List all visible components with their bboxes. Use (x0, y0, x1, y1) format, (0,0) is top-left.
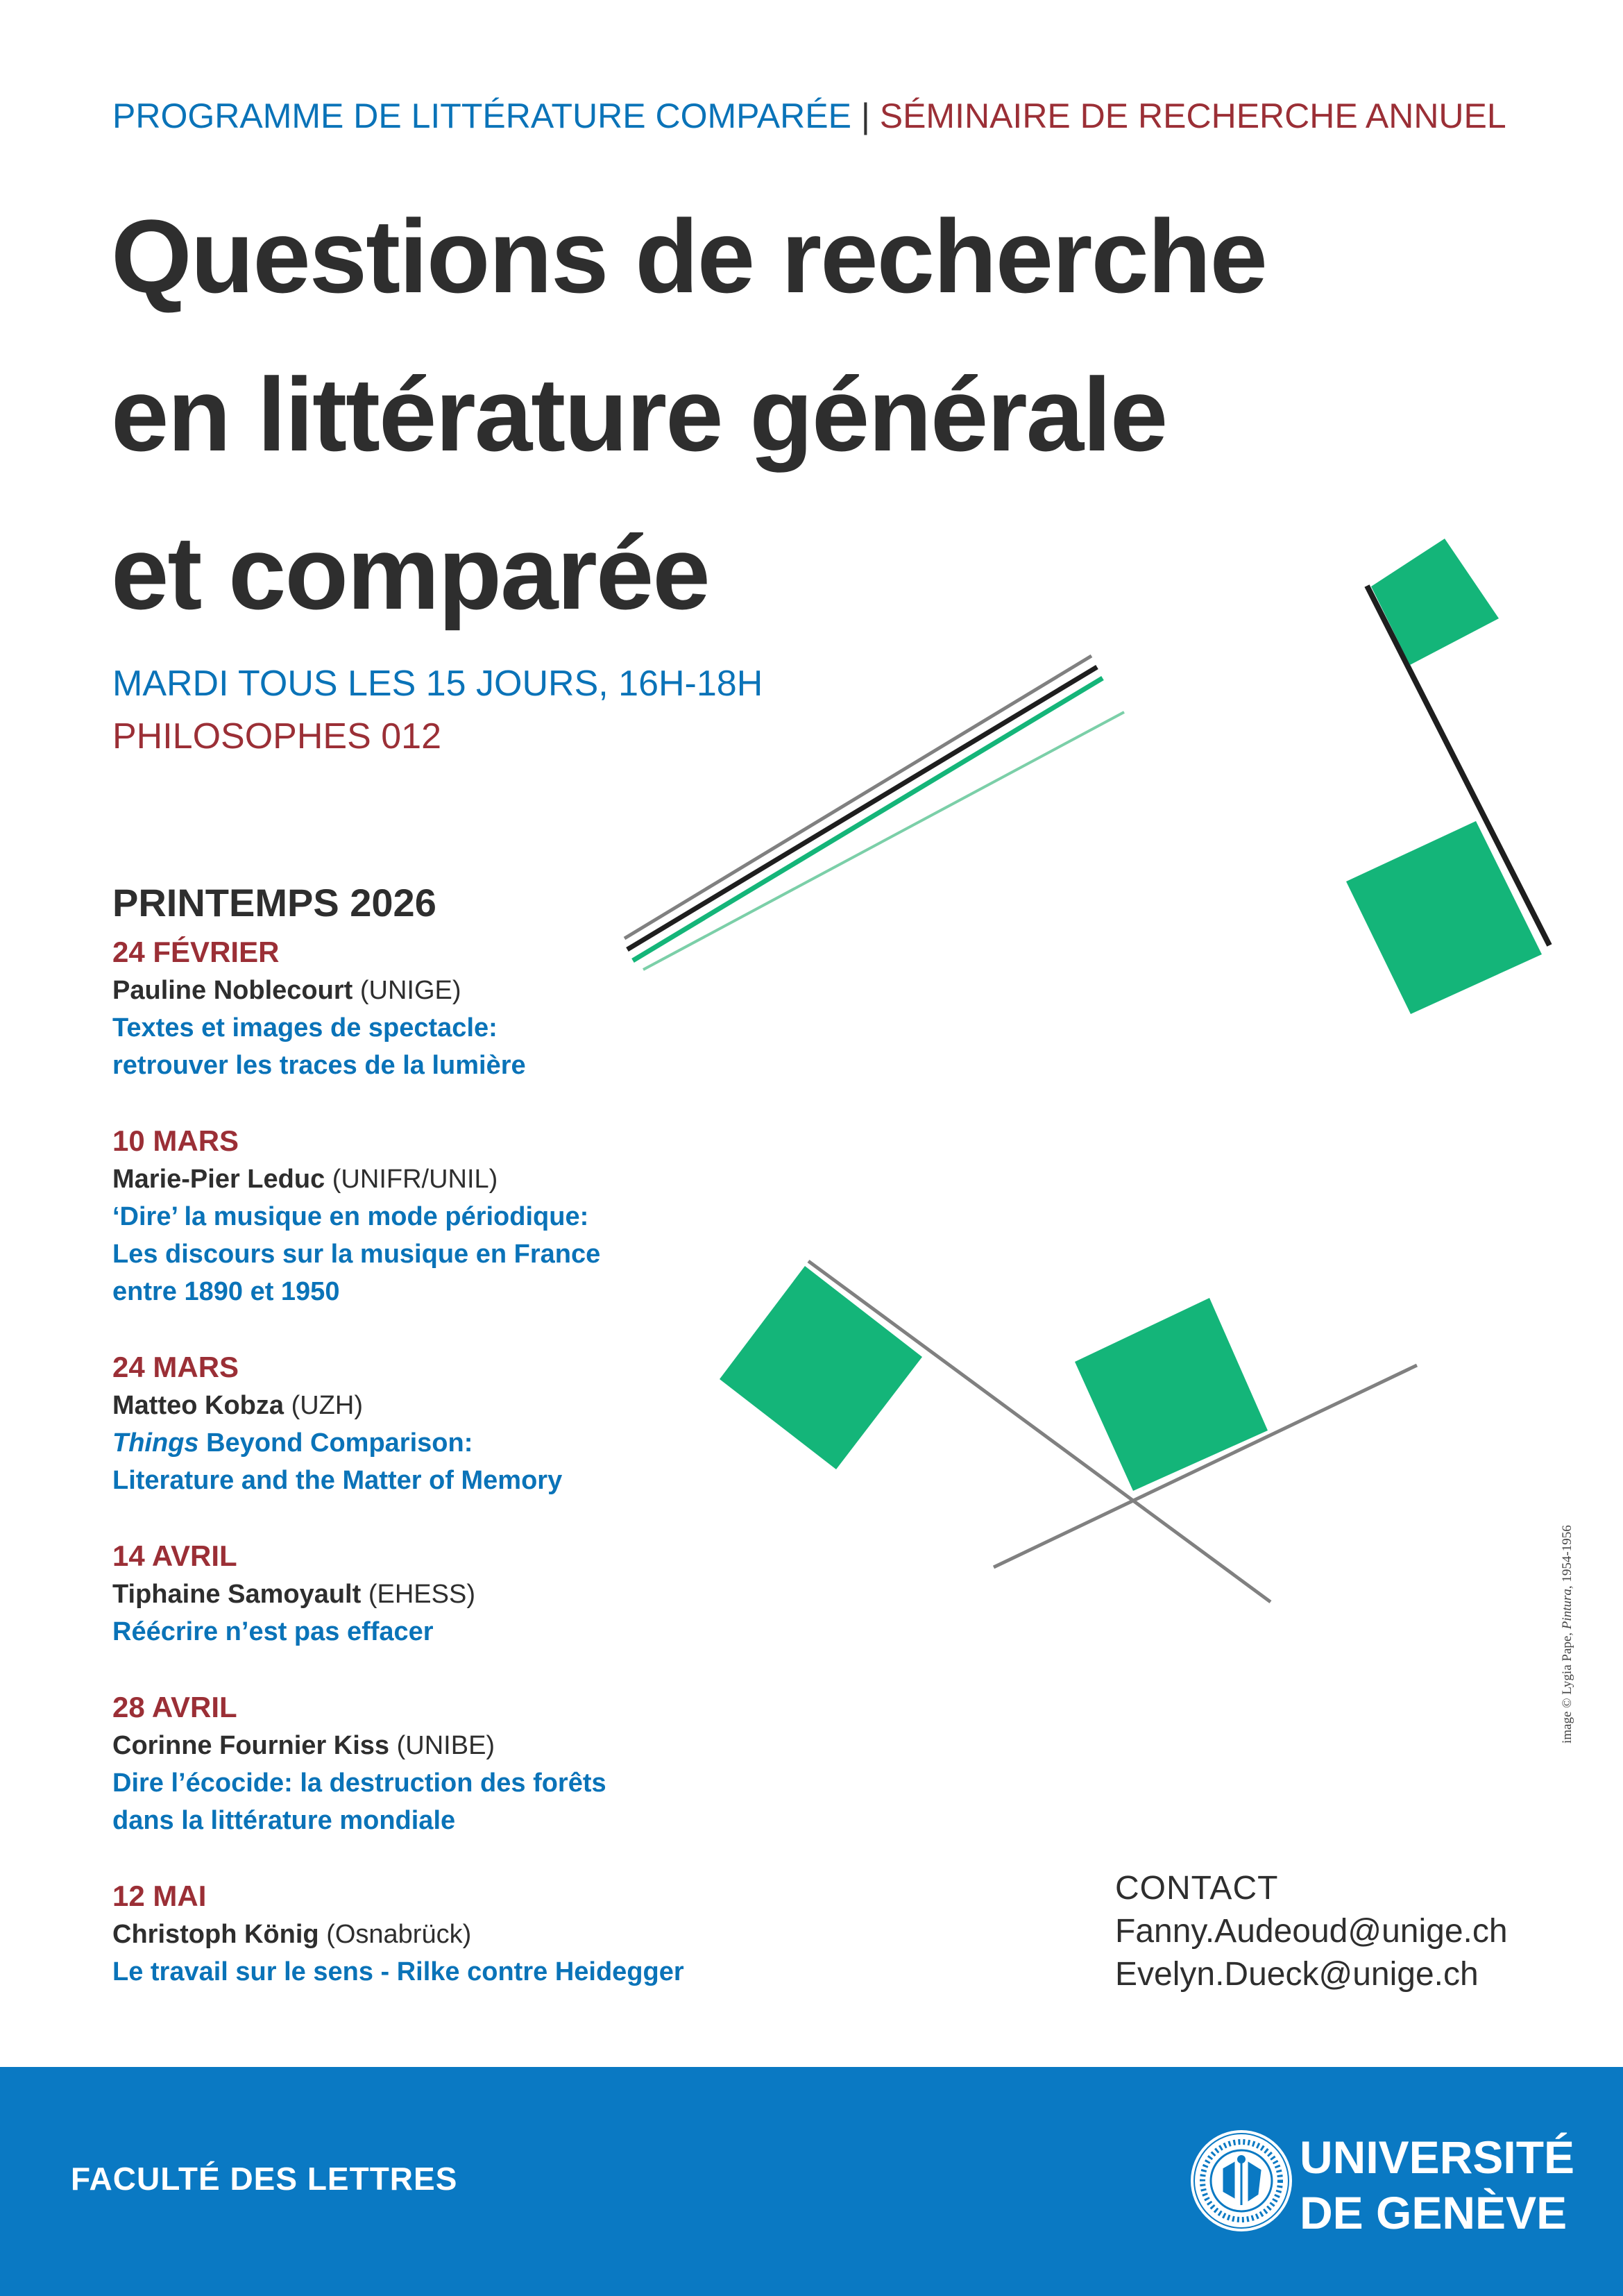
event-title-line: ‘Dire’ la musique en mode périodique: (112, 1202, 589, 1231)
event-title-rest: Beyond Comparison: (198, 1428, 473, 1458)
credit-work: Pintura (1560, 1589, 1574, 1630)
event-title-line: dans la littérature mondiale (112, 1806, 456, 1835)
speaker-name: Tiphaine Samoyault (112, 1580, 362, 1609)
event-item (112, 933, 806, 1084)
credit-years: , 1954-1956 (1560, 1525, 1574, 1589)
event-item (112, 1688, 806, 1839)
event-date: 10 MARS (112, 1124, 239, 1157)
speaker-name: Corinne Fournier Kiss (112, 1731, 390, 1760)
speaker-name: Marie-Pier Leduc (112, 1165, 325, 1194)
university-name-line-2: DE GENÈVE (1300, 2187, 1567, 2238)
event-title-line (112, 1424, 806, 1462)
speaker-name: Christoph König (112, 1920, 319, 1949)
schedule-time: MARDI TOUS LES 15 JOURS, 16H-18H (112, 664, 763, 704)
event-list (112, 933, 806, 2028)
university-name (1300, 2129, 1574, 2240)
artwork-line-gray (624, 656, 1091, 938)
university-seal-icon (1188, 2127, 1295, 2234)
event-item (112, 1348, 806, 1499)
credit-prefix: image © Lygia Pape, (1560, 1629, 1574, 1744)
event-title-line: Réécrire n’est pas effacer (112, 1617, 434, 1646)
artwork-square-small (1371, 539, 1499, 665)
season-heading: PRINTEMPS 2026 (112, 881, 436, 925)
university-name-line-1: UNIVERSITÉ (1300, 2132, 1575, 2183)
seminar-name: SÉMINAIRE DE RECHERCHE ANNUEL (879, 96, 1506, 135)
speaker-affiliation: (UNIGE) (359, 976, 461, 1005)
image-credit (1560, 1525, 1575, 1744)
event-speaker (112, 1160, 806, 1198)
event-title-line: entre 1890 et 1950 (112, 1277, 340, 1306)
speaker-name: Pauline Noblecourt (112, 976, 353, 1005)
event-item (112, 1537, 806, 1651)
speaker-affiliation: (EHESS) (368, 1580, 475, 1609)
artwork-line-lightgreen (643, 712, 1124, 970)
event-title-line: Le travail sur le sens - Rilke contre Heidegger (112, 1957, 684, 1986)
speaker-affiliation: (UNIBE) (396, 1731, 495, 1760)
artwork-line-green (633, 678, 1103, 961)
artwork-square-large (1346, 821, 1542, 1014)
event-item (112, 1877, 806, 1991)
faculty-name: FACULTÉ DES LETTRES (71, 2161, 458, 2197)
title-line-2: en littérature générale (111, 356, 1167, 473)
event-date: 14 AVRIL (112, 1539, 237, 1572)
event-date: 24 FÉVRIER (112, 936, 280, 968)
artwork-line-black (627, 667, 1097, 949)
event-title-line: Literature and the Matter of Memory (112, 1466, 563, 1495)
speaker-name: Matteo Kobza (112, 1391, 284, 1420)
speaker-affiliation: (UNIFR/UNIL) (332, 1165, 498, 1194)
event-title-italic: Things (112, 1428, 199, 1458)
event-speaker (112, 1576, 806, 1613)
event-date: 12 MAI (112, 1880, 207, 1912)
speaker-affiliation: (Osnabrück) (326, 1920, 472, 1949)
event-date: 28 AVRIL (112, 1691, 237, 1723)
event-speaker (112, 1916, 806, 1953)
event-title-line: Les discours sur la musique en France (112, 1240, 601, 1269)
title-line-1: Questions de recherche (111, 198, 1266, 314)
artwork-square-right (1075, 1298, 1268, 1491)
contact-email-2[interactable]: Evelyn.Dueck@unige.ch (1115, 1956, 1479, 1993)
speaker-affiliation: (UZH) (291, 1391, 363, 1420)
event-title-line: Dire l’écocide: la destruction des forêts (112, 1769, 606, 1798)
event-speaker (112, 1387, 806, 1424)
contact-block (1115, 1867, 1508, 1996)
event-date: 24 MARS (112, 1351, 239, 1383)
event-speaker (112, 1727, 806, 1764)
header-separator: | (860, 96, 870, 135)
programme-name: PROGRAMME DE LITTÉRATURE COMPARÉE (112, 96, 851, 135)
event-title-line: retrouver les traces de la lumière (112, 1051, 526, 1080)
event-item (112, 1122, 806, 1310)
schedule-room: PHILOSOPHES 012 (112, 716, 441, 757)
contact-email-1[interactable]: Fanny.Audeoud@unige.ch (1115, 1913, 1508, 1950)
event-speaker (112, 972, 806, 1009)
title-line-3: et comparée (111, 514, 709, 631)
contact-label: CONTACT (1115, 1870, 1279, 1907)
event-title-line: Textes et images de spectacle: (112, 1013, 498, 1043)
